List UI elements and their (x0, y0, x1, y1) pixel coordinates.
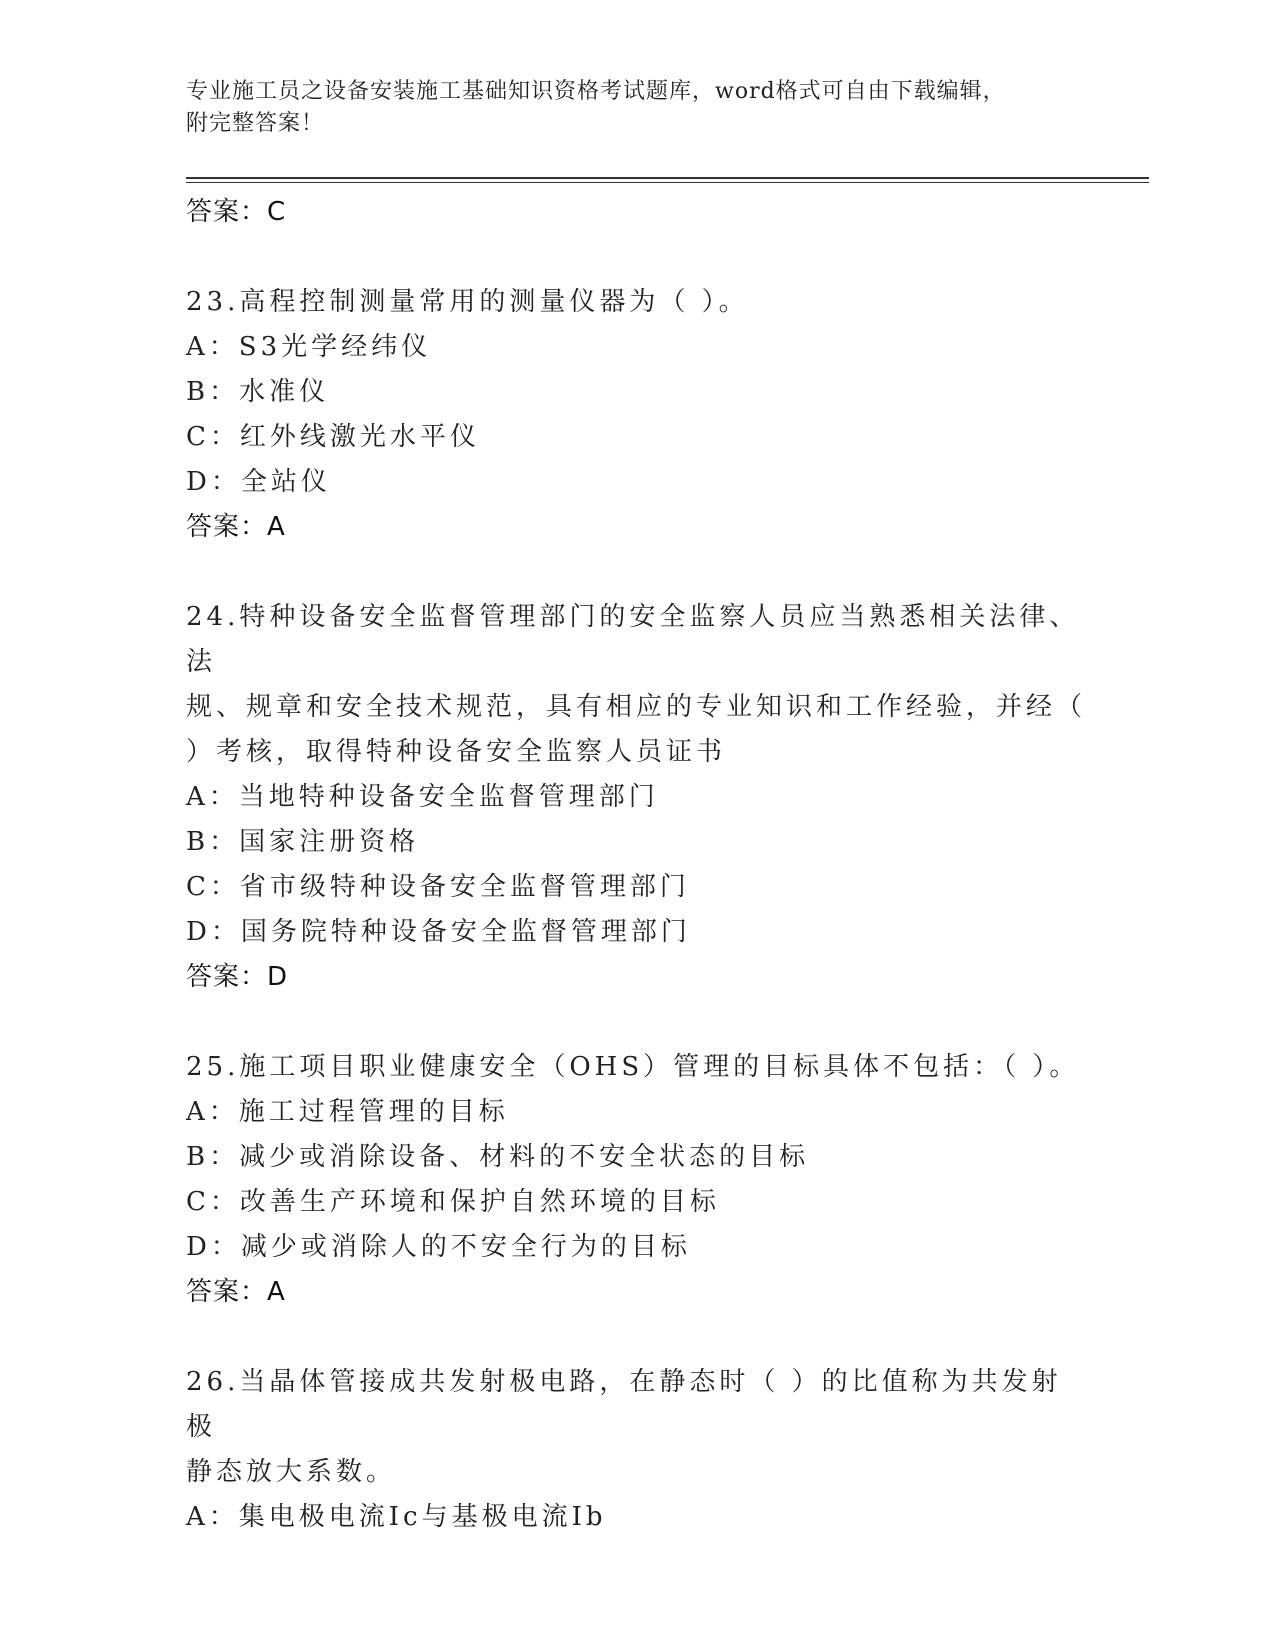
header-line-1: 专业施工员之设备安装施工基础知识资格考试题库，word格式可自由下载编辑， (186, 79, 1006, 104)
question-text: 静态放大系数。 (186, 1457, 397, 1487)
option-a: A：S3光学经纬仪 (186, 332, 432, 362)
option-b: B：水准仪 (186, 377, 330, 407)
question-text: ）考核，取得特种设备安全监察人员证书 (186, 737, 727, 767)
header-divider-thick (186, 177, 1149, 179)
option-a: A：施工过程管理的目标 (186, 1097, 509, 1127)
header-divider-thin (186, 182, 1149, 183)
question-text: 规、规章和安全技术规范，具有相应的专业知识和工作经验，并经（ (186, 692, 1087, 722)
question-text: 24.特种设备安全监督管理部门的安全监察人员应当熟悉相关法律、法 (186, 602, 1080, 677)
answer-line: 答案：C (186, 197, 287, 227)
option-d: D：减少或消除人的不安全行为的目标 (186, 1232, 691, 1262)
question-25 (186, 1045, 1086, 1315)
option-a: A：当地特种设备安全监督管理部门 (186, 782, 659, 812)
question-24 (186, 595, 1086, 1000)
header-line-2: 附完整答案！ (186, 111, 325, 136)
option-c: C：红外线激光水平仪 (186, 422, 480, 452)
question-23 (186, 280, 1086, 550)
option-c: C：改善生产环境和保护自然环境的目标 (186, 1187, 720, 1217)
question-text: 23.高程控制测量常用的测量仪器为（ ）。 (186, 287, 749, 317)
option-d: D：国务院特种设备安全监督管理部门 (186, 917, 691, 947)
answer-line: 答案：A (186, 512, 286, 542)
option-d: D：全站仪 (186, 467, 331, 497)
answer-line: 答案：D (186, 962, 289, 992)
option-b: B：国家注册资格 (186, 827, 420, 857)
question-list (186, 190, 1086, 1540)
question-26 (186, 1360, 1086, 1540)
option-a: A：集电极电流Ic与基极电流Ib (186, 1502, 607, 1532)
document-header (186, 76, 1066, 140)
answer-line: 答案：A (186, 1277, 286, 1307)
question-text: 25.施工项目职业健康安全（OHS）管理的目标具体不包括：（ ）。 (186, 1052, 1080, 1082)
option-b: B：减少或消除设备、材料的不安全状态的目标 (186, 1142, 810, 1172)
option-c: C：省市级特种设备安全监督管理部门 (186, 872, 690, 902)
question-text: 26.当晶体管接成共发射极电路，在静态时（ ）的比值称为共发射极 (186, 1367, 1062, 1442)
